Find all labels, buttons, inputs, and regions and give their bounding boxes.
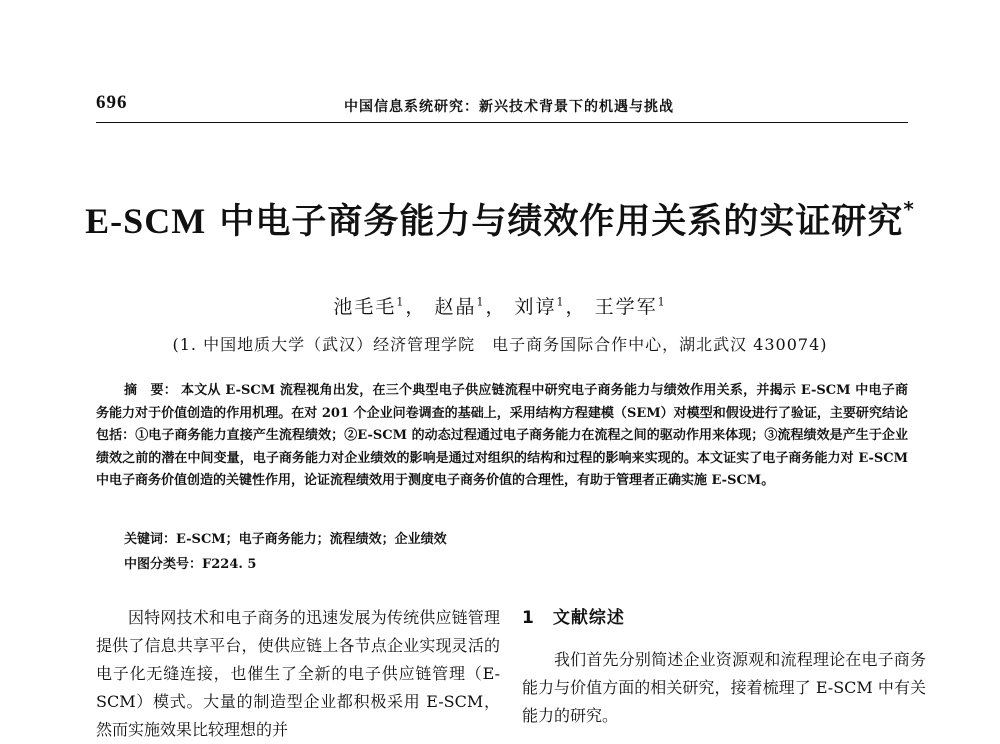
running-title: 中国信息系统研究：新兴技术背景下的机遇与挑战 bbox=[344, 99, 674, 115]
keywords-label: 关键词： bbox=[124, 532, 177, 547]
left-column bbox=[96, 604, 500, 744]
author-separator: ， bbox=[485, 296, 507, 318]
page-number: 696 bbox=[96, 92, 128, 113]
author-affil-mark: 1 bbox=[476, 295, 486, 309]
paper-title bbox=[0, 194, 1000, 244]
classification-line bbox=[124, 553, 256, 572]
author-affil-mark: 1 bbox=[556, 295, 566, 309]
author-separator: ， bbox=[405, 296, 427, 318]
affiliation: (1. 中国地质大学（武汉）经济管理学院 电子商务国际合作中心，湖北武汉 430074) bbox=[172, 335, 828, 354]
author-affil-mark: 1 bbox=[657, 295, 667, 309]
author-separator: ， bbox=[565, 296, 587, 318]
author-name: 王学军 bbox=[594, 296, 658, 318]
header-rule bbox=[96, 122, 908, 123]
author-name: 赵晶 bbox=[434, 296, 477, 318]
right-column bbox=[522, 604, 926, 730]
section-number: 1 bbox=[522, 608, 535, 628]
classification-label: 中图分类号： bbox=[124, 557, 203, 572]
keywords-text: E-SCM；电子商务能力；流程绩效；企业绩效 bbox=[176, 532, 447, 547]
author-name: 刘谆 bbox=[514, 296, 557, 318]
author-affil-mark: 1 bbox=[396, 295, 406, 309]
section-heading bbox=[522, 604, 926, 632]
author-name: 池毛毛 bbox=[333, 296, 397, 318]
author-list bbox=[0, 292, 1000, 319]
abstract-label: 摘 要： bbox=[124, 383, 177, 398]
keywords-line bbox=[124, 528, 447, 547]
abstract bbox=[96, 380, 908, 493]
section-title: 文献综述 bbox=[552, 608, 625, 628]
abstract-text: 本文从 E-SCM 流程视角出发，在三个典型电子供应链流程中研究电子商务能力与绩效作用关系，并揭示 E-SCM 中电子商务能力对于价值创造的作用机理。在对 201 个企业问卷调查的基础上，采用结构方程建模（SEM）对模型和假设进行了验证，主要研究结论包括：①电子商务能力直接产生流程绩效；②E-SCM 的动态过程通过电子商务能力在流程之间的驱动作用来体现；③流程绩效是产生于企业绩效之前的潜在中间变量，电子商务能力对企业绩效的影响是通过对组织的结构和过程的影响来实现的。本文证实了电子商务能力对 E-SCM 中电子商务价值创造的关键性作用，论证流程绩效用于测度电子商务价值的合理性，有助于管理者正确实施 E-SCM。 bbox=[96, 383, 908, 489]
title-latin: E-SCM bbox=[85, 201, 207, 241]
classification-text: F224. 5 bbox=[202, 557, 257, 572]
title-text: 中电子商务能力与绩效作用关系的实证研究 bbox=[206, 202, 904, 242]
intro-paragraph: 因特网技术和电子商务的迅速发展为传统供应链管理提供了信息共享平台，使供应链上各节点企业实现灵活的电子化无缝连接，也催生了全新的电子供应链管理（E-SCM）模式。大量的制造型企业都积极采用 E-SCM，然而实施效果比较理想的并 bbox=[96, 608, 500, 739]
title-footnote-mark: * bbox=[903, 197, 915, 222]
section-paragraph: 我们首先分别简述企业资源观和流程理论在电子商务能力与价值方面的相关研究，接着梳理了 E-SCM 中有关能力的研究。 bbox=[522, 650, 926, 725]
